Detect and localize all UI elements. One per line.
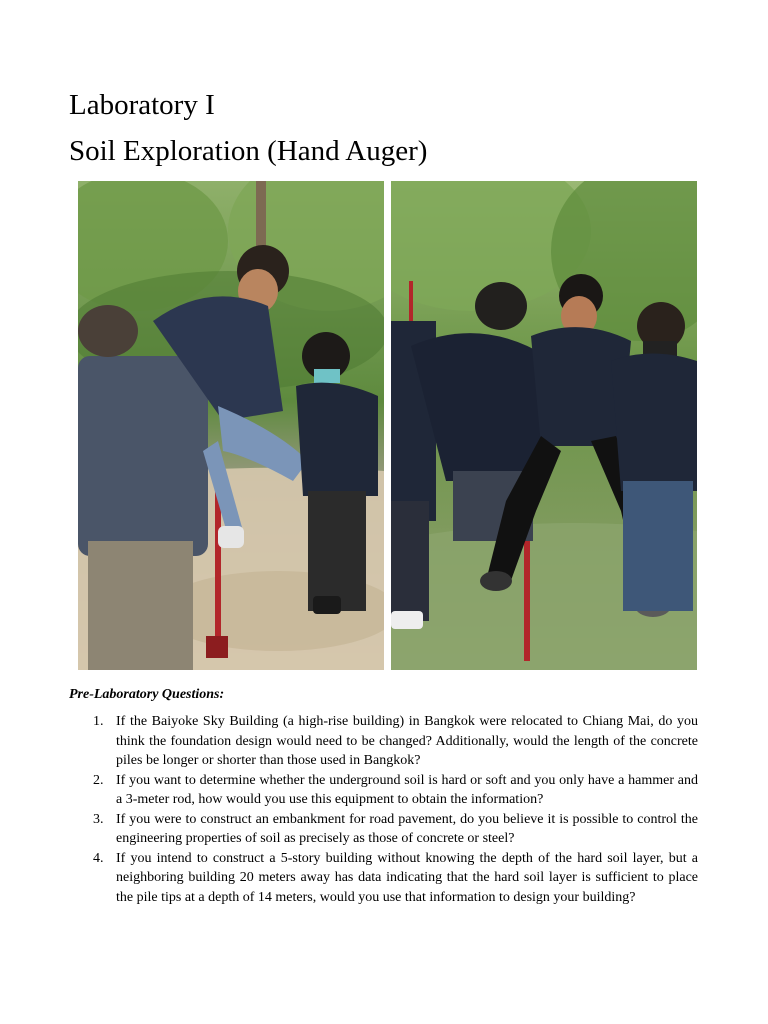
question-number: 4. (93, 850, 104, 866)
question-text: If you want to determine whether the underground soil is hard or soft and you only have a hammer and a 3-meter rod, how would you use this equipment to obtain the information? (116, 772, 698, 807)
document-subtitle: Soil Exploration (Hand Auger) (69, 135, 428, 167)
question-number: 1. (93, 714, 104, 729)
photo-right (391, 181, 697, 670)
question-text: If the Baiyoke Sky Building (a high-rise building) in Bangkok were relocated to Chiang Mai, do you think the foundation design would need to be changed? Additionally, would the length of the concrete piles be longer or shorter than those used in Bangkok? (116, 714, 698, 768)
question-item (69, 810, 698, 849)
photo-left (78, 181, 384, 670)
question-text: If you intend to construct a 5-story building without knowing the depth of the hard soil layer, but a neighboring building 20 meters away has data indicating that the hard soil layer is sufficient to place the pile tips at a depth of 14 meters, would you use that information to design your building? (116, 850, 698, 905)
question-number: 3. (93, 811, 104, 827)
question-item (69, 771, 698, 810)
question-list (69, 712, 698, 907)
question-number: 2. (93, 772, 104, 788)
question-text: If you were to construct an embankment for road pavement, do you believe it is possible to control the engineering properties of soil as precisely as those of concrete or steel? (116, 811, 698, 846)
document-title: Laboratory I (69, 89, 215, 121)
question-item (69, 849, 698, 908)
question-item (69, 712, 698, 771)
prelab-heading: Pre-Laboratory Questions: (69, 687, 225, 702)
